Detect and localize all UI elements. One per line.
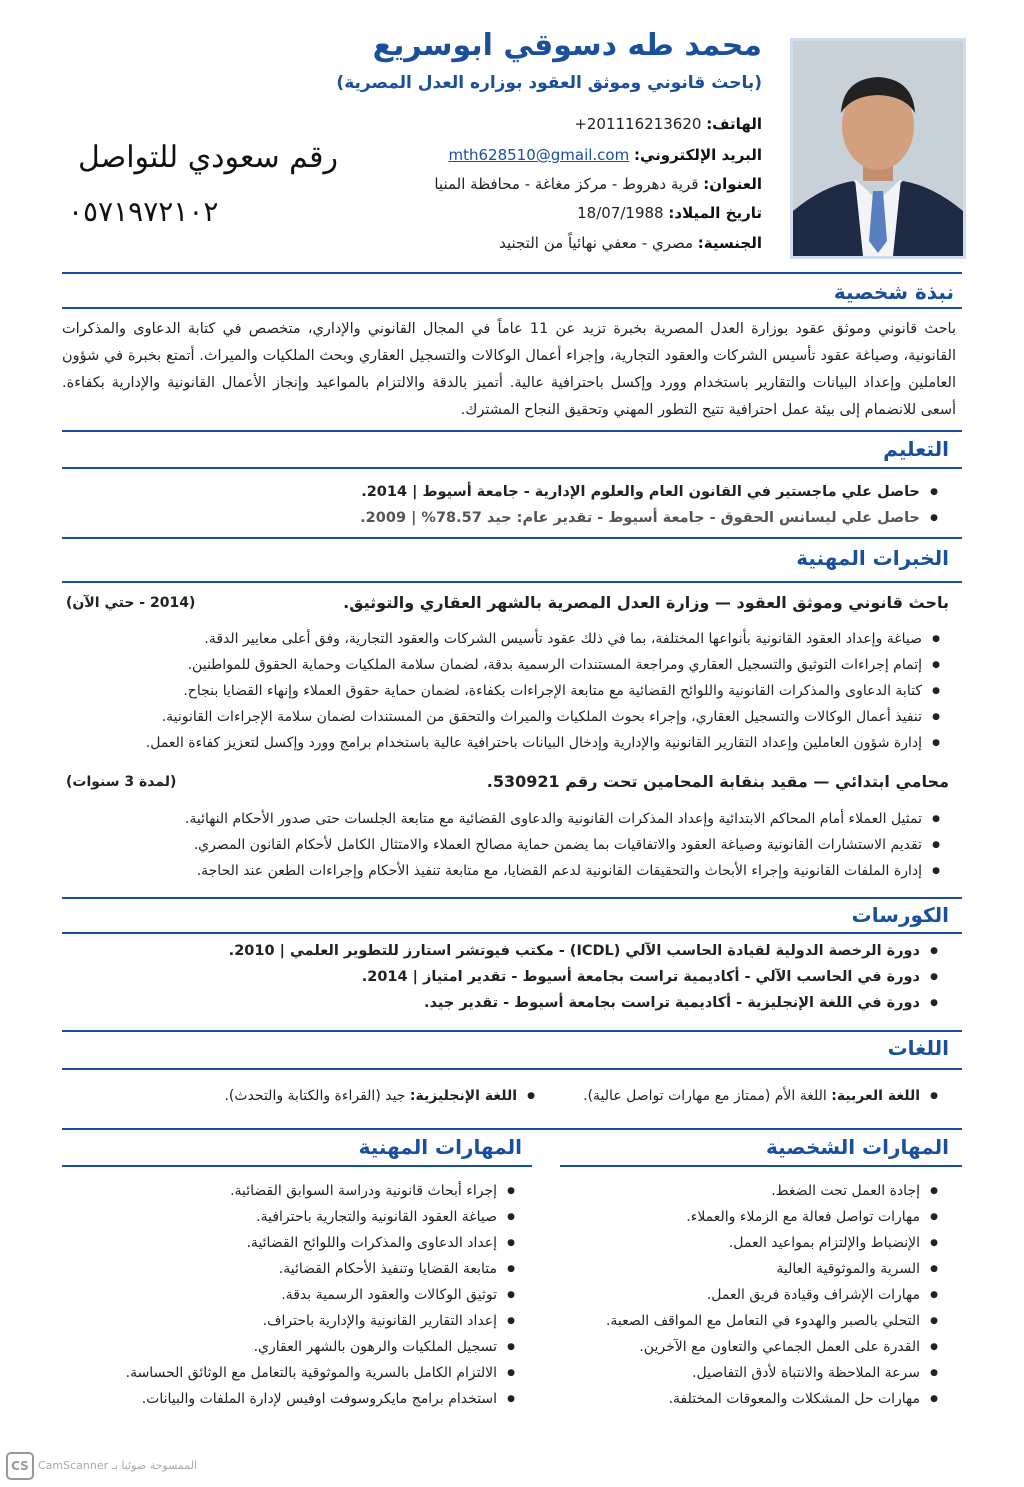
email-row xyxy=(448,145,762,165)
divider xyxy=(62,581,962,583)
section-title-professional-skills: المهارات المهنية xyxy=(358,1135,522,1159)
nationality-label: الجنسية: xyxy=(697,234,762,252)
divider xyxy=(62,1128,962,1130)
language-item-arabic xyxy=(583,1083,942,1109)
job-duties-list xyxy=(185,806,944,884)
section-title-personal-skills: المهارات الشخصية xyxy=(765,1135,949,1159)
language-value: اللغة الأم (ممتاز مع مهارات تواصل عالية). xyxy=(583,1088,827,1104)
address-label: العنوان: xyxy=(703,175,762,193)
divider xyxy=(62,537,962,539)
full-name: محمد طه دسوقي ابوسريع xyxy=(372,28,762,63)
job-title: باحث قانوني وموثق العقود — وزارة العدل المصرية بالشهر العقاري والتوثيق. xyxy=(343,593,949,612)
education-item: ● حاصل علي ليسانس الحقوق - جامعة أسيوط - تقدير عام: جيد 78.57% | 2009. xyxy=(360,505,942,531)
birthdate-label: تاريخ الميلاد: xyxy=(668,204,762,222)
skill-item: ● التحلي بالصبر والهدوء في التعامل مع المواقف الصعبة. xyxy=(606,1308,942,1334)
birthdate-value: 18/07/1988 xyxy=(577,204,664,222)
job-duty: ● إتمام إجراءات التوثيق والتسجيل العقاري ومراجعة المستندات الرسمية بدقة، لضمان سلامة الملكيات وحماية الحقوق للمواطنين. xyxy=(146,652,944,678)
phone-row xyxy=(574,114,762,134)
address-value: قرية دهروط - مركز مغاغة - محافظة المنيا xyxy=(434,175,699,193)
skill-item: ● إجراء أبحاث قانونية ودراسة السوابق القضائية. xyxy=(126,1178,519,1204)
nationality-value: مصري - معفي نهائياً من التجنيد xyxy=(499,234,694,252)
language-label: اللغة العربية: xyxy=(831,1088,920,1104)
section-title-experience: الخبرات المهنية xyxy=(796,546,949,570)
divider xyxy=(62,307,962,309)
section-title-education: التعليم xyxy=(883,437,949,461)
skill-item: ● الالتزام الكامل بالسرية والموثوقية بالتعامل مع الوثائق الحساسة. xyxy=(126,1360,519,1386)
skill-item: ● استخدام برامج مايكروسوفت اوفيس لإدارة الملفات والبيانات. xyxy=(126,1386,519,1412)
job-duty: ● تنفيذ أعمال الوكالات والتسجيل العقاري، وإجراء بحوث الملكيات والميراث والتحقق من المستندات لضمان سلامة الإجراءات القانونية. xyxy=(146,704,944,730)
language-item xyxy=(224,1083,539,1109)
language-item xyxy=(583,1083,942,1109)
phone-value: +201116213620 xyxy=(574,115,702,133)
skill-item: ● إعداد الدعاوى والمذكرات واللوائح القضائية. xyxy=(126,1230,519,1256)
education-item: ● حاصل علي ماجستير في القانون العام والعلوم الإدارية - جامعة أسيوط | 2014. xyxy=(360,479,942,505)
skill-item: ● صياغة العقود القانونية والتجارية باحترافية. xyxy=(126,1204,519,1230)
saudi-contact-phone: ٠٥٧١٩٧٢١٠٢ xyxy=(68,195,219,228)
job-title: محامي ابتدائي — مقيد بنقابة المحامين تحت رقم 530921. xyxy=(486,772,949,791)
language-item-english xyxy=(224,1083,539,1109)
section-title-courses: الكورسات xyxy=(851,903,949,927)
course-item: ● دورة في اللغة الإنجليزية - أكاديمية تراست بجامعة أسيوط - تقدير جيد. xyxy=(229,990,942,1016)
skill-item: ● مهارات حل المشكلات والمعوقات المختلفة. xyxy=(606,1386,942,1412)
skill-item: ● تسجيل الملكيات والرهون بالشهر العقاري. xyxy=(126,1334,519,1360)
skill-item: ● مهارات تواصل فعالة مع الزملاء والعملاء. xyxy=(606,1204,942,1230)
skill-item: ● توثيق الوكالات والعقود الرسمية بدقة. xyxy=(126,1282,519,1308)
scanner-watermark: الممسوحة ضوئيا بـ CamScanner xyxy=(38,1459,198,1472)
skill-item: ● سرعة الملاحظة والانتباة لأدق التفاصيل. xyxy=(606,1360,942,1386)
divider xyxy=(62,272,962,274)
profile-text: باحث قانوني وموثق عقود بوزارة العدل المصرية بخبرة تزيد عن 11 عاماً في المجال القانوني والإداري، متخصص في كتابة الدعاوى والمذكرات القانونية، وصياغة عقود تأسيس الشركات والعقود التجارية، وإجراء أعمال الوكالات والتسجيل العقاري وبحث الملكيات والميراث. أتمتع بخبرة في شؤون العاملين وإعداد البيانات والتقارير باستخدام وورد وإكسل باحترافية عالية. أتميز بالدقة والالتزام بالمواعيد وإنجاز الأعمال القانونية والإدارية بكفاءة. أسعى للانضمام إلى بيئة عمل احترافية تتيح التطور المهني وتحقيق النجاح المشترك. xyxy=(62,321,956,418)
divider xyxy=(62,1068,962,1070)
job-duty: ● تمثيل العملاء أمام المحاكم الابتدائية وإعداد المذكرات القانونية والدعاوى القضائية مع متابعة الجلسات حتى صدور الأحكام النهائية. xyxy=(185,806,944,832)
phone-label: الهاتف: xyxy=(706,115,762,133)
language-label: اللغة الإنجليزية: xyxy=(409,1088,517,1104)
skill-item: ● الإنضباط والإلتزام بمواعيد العمل. xyxy=(606,1230,942,1256)
job-duty: ● تقديم الاستشارات القانونية وصياغة العقود والاتفاقيات بما يضمن حماية مصالح العملاء والامتثال الكامل لأحكام القانون المصري. xyxy=(185,832,944,858)
education-list xyxy=(360,479,942,531)
skill-item: ● إجادة العمل تحت الضغط. xyxy=(606,1178,942,1204)
divider xyxy=(560,1165,962,1167)
skill-item: ● السرية والموثوقية العالية xyxy=(606,1256,942,1282)
job-duty: ● إدارة الملفات القانونية وإجراء الأبحاث والتحقيقات القانونية لدعم القضايا، مع متابعة تنفيذ الأحكام وإجراءات الطعن عند الحاجة. xyxy=(185,858,944,884)
job-duty: ● كتابة الدعاوى والمذكرات القانونية واللوائح القضائية مع متابعة الإجراءات بكفاءة، لضمان حماية حقوق العملاء وإنهاء القضايا بنجاح. xyxy=(146,678,944,704)
saudi-contact-note: رقم سعودي للتواصل xyxy=(78,140,338,175)
skill-item: ● متابعة القضايا وتنفيذ الأحكام القضائية. xyxy=(126,1256,519,1282)
email-link[interactable]: mth628510@gmail.com xyxy=(448,146,630,164)
job-period: (2014 - حتي الآن) xyxy=(66,595,196,611)
language-value: جيد (القراءة والكتابة والتحدث). xyxy=(224,1088,406,1104)
email-label: البريد الإلكتروني: xyxy=(634,146,762,164)
job-duties-list xyxy=(146,626,944,756)
nationality-row xyxy=(499,233,762,253)
divider xyxy=(62,932,962,934)
personal-skills-list xyxy=(606,1178,942,1412)
divider xyxy=(62,1165,532,1167)
professional-skills-list xyxy=(126,1178,519,1412)
divider xyxy=(62,897,962,899)
job-period: (لمدة 3 سنوات) xyxy=(66,774,177,790)
course-item: ● دورة في الحاسب الآلي - أكاديمية تراست بجامعة أسيوط - تقدير امتياز | 2014. xyxy=(229,964,942,990)
job-subtitle: (باحث قانوني وموثق العقود بوزاره العدل المصرية) xyxy=(336,73,762,93)
skill-item: ● مهارات الإشراف وقيادة فريق العمل. xyxy=(606,1282,942,1308)
address-row xyxy=(434,174,762,194)
courses-list xyxy=(229,938,942,1016)
skill-item: ● القدرة على العمل الجماعي والتعاون مع الآخرين. xyxy=(606,1334,942,1360)
profile-photo xyxy=(790,38,966,259)
section-title-languages: اللغات xyxy=(887,1036,949,1060)
divider xyxy=(62,467,962,469)
divider xyxy=(62,1030,962,1032)
skill-item: ● إعداد التقارير القانونية والإدارية باحتراف. xyxy=(126,1308,519,1334)
section-title-profile: نبذة شخصية xyxy=(833,280,954,304)
person-photo-icon xyxy=(793,41,963,256)
job-duty: ● صياغة وإعداد العقود القانونية بأنواعها المختلفة، بما في ذلك عقود تأسيس الشركات والعقود التجارية، وفق أعلى معايير الدقة. xyxy=(146,626,944,652)
job-duty: ● إدارة شؤون العاملين وإعداد التقارير القانونية والإدارية وإدخال البيانات باحترافية عالية باستخدام برامج وورد وإكسل لتعزيز كفاءة العمل. xyxy=(146,730,944,756)
course-item: ● دورة الرخصة الدولية لقيادة الحاسب الآلي (ICDL) - مكتب فيوتشر استارز للتطوير العلمي | 2010. xyxy=(229,938,942,964)
divider xyxy=(62,430,962,432)
camscanner-logo-icon: CS xyxy=(6,1452,34,1480)
birthdate-row xyxy=(577,203,762,223)
